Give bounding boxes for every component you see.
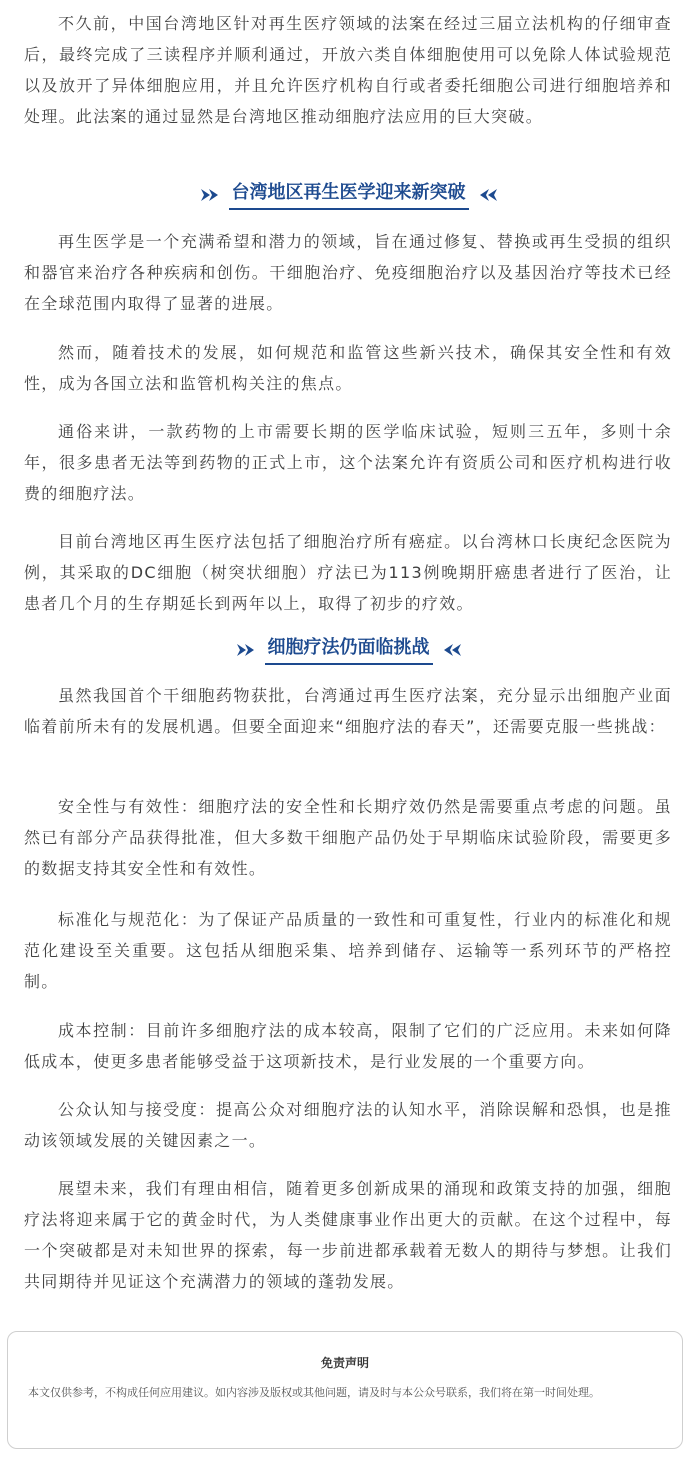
section2-paragraph: 展望未来，我们有理由相信，随着更多创新成果的涌现和政策支持的加强，细胞疗法将迎来属于它的黄金时代，为人类健康事业作出更大的贡献。在这个过程中，每一个突破都是对未知世界的探索，每一步前进都承载着无数人的期待与梦想。让我们共同期待并见证这个充满潜力的领域的蓬勃发展。	[24, 1179, 672, 1291]
disclaimer-text: 本文仅供参考，不构成任何应用建议。如内容涉及版权或其他问题，请及时与本公众号联系，我们将在第一时间处理。	[28, 1386, 600, 1399]
section-heading-1	[0, 178, 697, 212]
section2-paragraph: 虽然我国首个干细胞药物获批，台湾通过再生医疗法案，充分显示出细胞产业面临着前所未有的发展机遇。但要全面迎来“细胞疗法的春天”，还需要克服一些挑战：	[24, 686, 672, 736]
section-heading-2	[0, 633, 697, 667]
section2-paragraph: 公众认知与接受度：提高公众对细胞疗法的认知水平，消除误解和恐惧，也是推动该领域发展的关键因素之一。	[24, 1100, 672, 1150]
section1-paragraph: 然而，随着技术的发展，如何规范和监管这些新兴技术，确保其安全性和有效性，成为各国立法和监管机构关注的焦点。	[24, 343, 672, 393]
section1-paragraph: 通俗来讲，一款药物的上市需要长期的医学临床试验，短则三五年，多则十余年，很多患者无法等到药物的正式上市，这个法案允许有资质公司和医疗机构进行收费的细胞疗法。	[24, 422, 672, 503]
intro-paragraph: 不久前，中国台湾地区针对再生医疗领域的法案在经过三届立法机构的仔细审查后，最终完成了三读程序并顺利通过，开放六类自体细胞使用可以免除人体试验规范以及放开了异体细胞应用，并且允许医疗机构自行或者委托细胞公司进行细胞培养和处理。此法案的通过显然是台湾地区推动细胞疗法应用的巨大突破。	[24, 14, 672, 126]
double-chevron-right-icon	[201, 188, 221, 202]
double-chevron-right-icon	[237, 643, 257, 657]
double-chevron-left-icon	[441, 643, 461, 657]
double-chevron-left-icon	[477, 188, 497, 202]
section1-paragraph: 目前台湾地区再生医疗法包括了细胞治疗所有癌症。以台湾林口长庚纪念医院为例，其采取的DC细胞（树突状细胞）疗法已为113例晚期肝癌患者进行了医治，让患者几个月的生存期延长到两年以上，取得了初步的疗效。	[24, 532, 672, 613]
section2-paragraph: 安全性与有效性：细胞疗法的安全性和长期疗效仍然是需要重点考虑的问题。虽然已有部分产品获得批准，但大多数干细胞产品仍处于早期临床试验阶段，需要更多的数据支持其安全性和有效性。	[24, 797, 672, 878]
section2-paragraph: 标准化与规范化：为了保证产品质量的一致性和可重复性，行业内的标准化和规范化建设至关重要。这包括从细胞采集、培养到储存、运输等一系列环节的严格控制。	[24, 910, 672, 991]
section-title-1: 台湾地区再生医学迎来新突破	[229, 181, 469, 210]
section1-paragraph: 再生医学是一个充满希望和潜力的领域，旨在通过修复、替换或再生受损的组织和器官来治疗各种疾病和创伤。干细胞治疗、免疫细胞治疗以及基因治疗等技术已经在全球范围内取得了显著的进展。	[24, 232, 672, 313]
disclaimer-title: 免责声明	[320, 1356, 369, 1370]
disclaimer-box	[7, 1331, 683, 1449]
section2-paragraph: 成本控制：目前许多细胞疗法的成本较高，限制了它们的广泛应用。未来如何降低成本，使更多患者能够受益于这项新技术，是行业发展的一个重要方向。	[24, 1021, 672, 1071]
section-title-2: 细胞疗法仍面临挑战	[265, 636, 433, 665]
